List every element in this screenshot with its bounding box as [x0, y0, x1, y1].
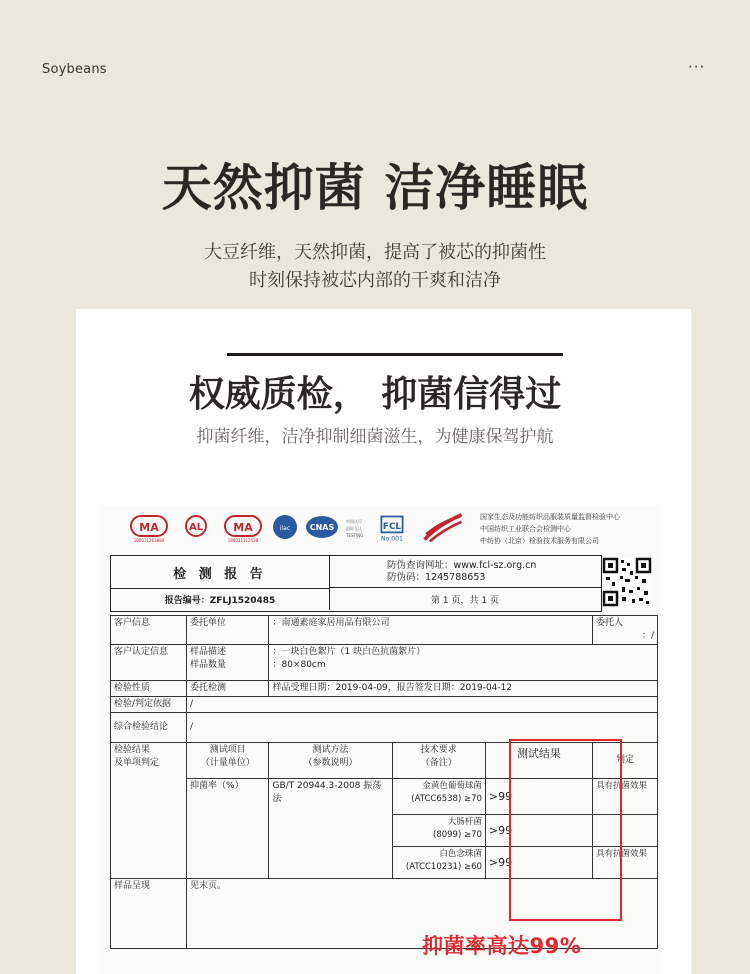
client-unit-value: ：南通素庭家居用品有限公司 — [269, 616, 592, 645]
svg-text:FCL: FCL — [382, 521, 402, 532]
bacteria-2-name: 大肠杆菌 — [447, 817, 482, 827]
fcl-logo-icon — [374, 513, 410, 543]
client-unit-label: 委托单位 — [187, 616, 269, 645]
results-label-line1: 检验结果 — [114, 745, 151, 755]
bacteria-1 — [392, 779, 485, 815]
sample-desc-value: ：一块白色絮片（1 块白色抗菌絮片） — [272, 647, 426, 657]
test-nature-value: 委托检测 — [187, 681, 269, 697]
col-judge: 判定 — [592, 743, 657, 779]
results-label — [111, 743, 187, 879]
ma-logo-2-icon — [222, 513, 264, 543]
table-row — [111, 645, 658, 681]
bacteria-2-result: >99 — [485, 815, 592, 847]
card-divider — [227, 353, 563, 356]
svg-text:180011112528: 180011112528 — [227, 538, 259, 543]
basis-value: / — [187, 697, 658, 713]
method-value: GB/T 20944.3-2008 振荡法 — [269, 779, 392, 879]
basis-label: 检验/判定依据 — [111, 697, 187, 713]
results-label-line2: 及单项判定 — [114, 758, 160, 768]
cnas-logo-icon — [304, 513, 340, 543]
svg-text:TESTING: TESTING — [346, 533, 364, 538]
report-doc-title: 检 测 报 告 — [111, 556, 330, 589]
col-item-header — [187, 743, 269, 779]
svg-text:No.001: No.001 — [381, 535, 403, 543]
col-method: 测试方法 — [312, 745, 349, 755]
sample-show-value: 见末页。 — [187, 879, 658, 949]
table-row — [111, 697, 658, 713]
col-req: 技术要求 — [420, 745, 457, 755]
col-req-header — [392, 743, 485, 779]
brand-name: Soybeans — [42, 62, 107, 77]
bacteria-3-judge: 具有抗菌效果 — [592, 847, 657, 879]
col-item: 测试项目 — [209, 745, 246, 755]
bacteria-1-result: >99 — [485, 779, 592, 815]
col-method-note: （参数说明） — [303, 758, 358, 768]
ma-logo-icon — [128, 513, 170, 543]
more-menu-icon[interactable]: ··· — [688, 58, 706, 76]
org-emblem-icon — [420, 513, 466, 543]
result-highlight-box — [509, 739, 622, 921]
entrust-person-label: 委托人 — [595, 618, 623, 628]
page-count: 第 1 页，共 1 页 — [431, 596, 499, 606]
bacteria-3-result: >99 — [485, 847, 592, 879]
issuing-organization: 国家生态及功能纺织品服装质量监督检验中心 中国纺织工业联合会检测中心 中纺协（北京）检验技术服务有限公司 — [480, 513, 620, 545]
svg-text:AL: AL — [188, 522, 204, 533]
sample-labels — [187, 645, 269, 681]
sample-qty-value: ：80×80cm — [272, 660, 326, 670]
confirm-info-label: 客户认定信息 — [111, 645, 187, 681]
table-row — [111, 681, 658, 697]
entrust-person-value: ：/ — [641, 631, 654, 641]
highlight-caption: 抑菌率高达99% — [422, 934, 582, 958]
cal-logo-icon — [176, 513, 216, 543]
sample-show-label: 样品呈现 — [111, 879, 187, 949]
report-dates: 样品受理日期：2019-04-09，报告签发日期：2019-04-12 — [269, 681, 658, 697]
bacteria-3 — [392, 847, 485, 879]
bacteria-3-req: (ATCC10231) ≥60 — [405, 862, 482, 872]
bacteria-1-req: (ATCC6538) ≥70 — [411, 794, 482, 804]
card-subtitle: 抑菌纤维，洁净抑制细菌滋生，为健康保驾护航 — [196, 427, 554, 447]
svg-text:ilac: ilac — [279, 525, 291, 532]
hero-title: 天然抑菌 洁净睡眠 — [161, 158, 589, 217]
svg-text:国际互认: 国际互认 — [346, 526, 362, 531]
qr-code-icon — [602, 557, 652, 607]
report-number: 报告编号：ZFLJ1520485 — [111, 589, 330, 610]
sample-desc-label: 样品描述 — [190, 647, 227, 657]
hero-subtitle-line2: 时刻保持被芯内部的干爽和洁净 — [249, 270, 501, 291]
test-nature-label: 检验性质 — [111, 681, 187, 697]
report-header — [110, 555, 602, 612]
conclusion-value: / — [187, 713, 658, 743]
col-item-unit: （计量单位） — [200, 758, 255, 768]
svg-text:MA: MA — [139, 521, 159, 534]
col-method-header — [269, 743, 392, 779]
bacteria-3-name: 白色念珠菌 — [439, 849, 482, 859]
table-row — [111, 616, 658, 645]
bacteria-2-req: (8099) ≥70 — [433, 830, 482, 840]
sample-qty-label: 样品数量 — [190, 660, 227, 670]
testing-mark-icon — [344, 513, 370, 543]
sample-values — [269, 645, 658, 681]
test-report-image — [100, 505, 660, 974]
verify-info: 防伪查询网址：www.fcl-sz.org.cn 防伪码：1245788653 — [329, 556, 601, 588]
svg-text:中国认可: 中国认可 — [346, 519, 362, 524]
certification-logos — [128, 513, 438, 553]
bacteria-1-name: 金黄色葡萄球菌 — [422, 781, 482, 791]
svg-text:180011263889: 180011263889 — [133, 538, 165, 543]
bacteria-1-judge: 具有抗菌效果 — [592, 779, 657, 815]
client-info-label: 客户信息 — [111, 616, 187, 645]
col-result: 测试结果 — [485, 743, 592, 779]
conclusion-label: 综合检验结论 — [111, 713, 187, 743]
table-row — [111, 713, 658, 743]
item-name: 抑菌率（%） — [187, 779, 269, 879]
svg-text:CNAS: CNAS — [309, 523, 335, 532]
svg-text:MA: MA — [233, 521, 253, 534]
bacteria-2 — [392, 815, 485, 847]
entrust-person — [592, 616, 657, 645]
card-title: 权威质检， 抑菌信得过 — [188, 373, 562, 415]
col-req-note: （备注） — [420, 758, 457, 768]
hero-subtitle-line1: 大豆纤维，天然抑菌，提高了被芯的抑菌性 — [204, 242, 546, 263]
ilac-mra-logo-icon — [270, 513, 300, 543]
